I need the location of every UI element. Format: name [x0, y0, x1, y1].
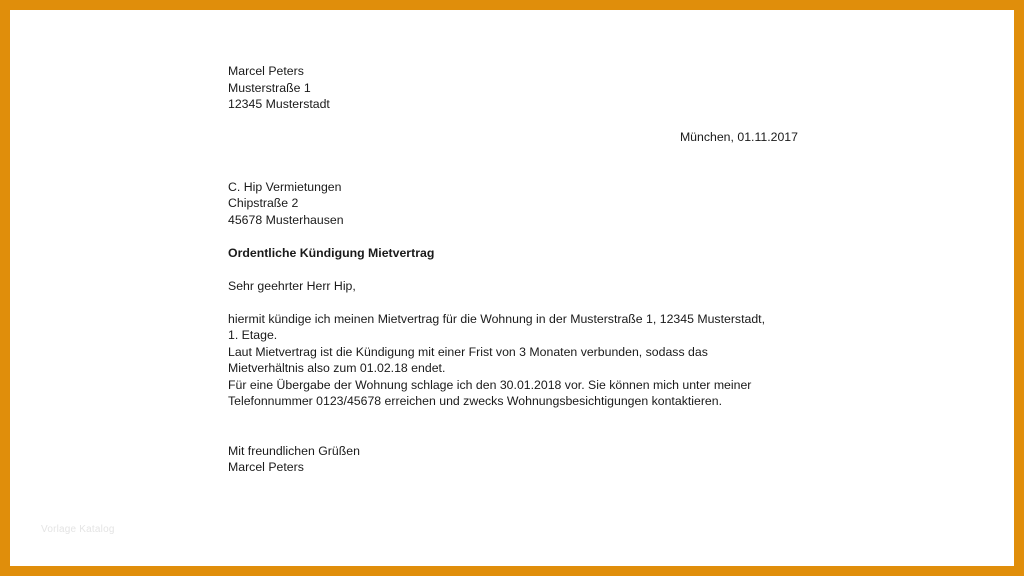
- sender-city: 12345 Musterstadt: [228, 97, 330, 111]
- body-line: Mietverhältnis also zum 01.02.18 endet.: [228, 361, 446, 375]
- recipient-address: [228, 179, 798, 229]
- place-date: München, 01.11.2017: [679, 130, 798, 144]
- letter-body: [228, 311, 798, 410]
- subject-line: Ordentliche Kündigung Mietvertrag: [228, 245, 435, 260]
- body-line: 1. Etage.: [228, 328, 278, 342]
- recipient-company: C. Hip Vermietungen: [228, 179, 342, 194]
- body-line: Telefonnummer 0123/45678 erreichen und zwecks Wohnungsbesichtigungen kontaktieren.: [228, 394, 723, 408]
- body-line: hiermit kündige ich meinen Mietvertrag für die Wohnung in der Musterstraße 1, 12345 Musterstadt,: [228, 311, 765, 326]
- recipient-street: Chipstraße 2: [228, 196, 299, 210]
- body-line: Für eine Übergabe der Wohnung schlage ich den 30.01.2018 vor. Sie können mich unter meiner: [228, 377, 752, 392]
- signature: Marcel Peters: [228, 460, 304, 474]
- sender-street: Musterstraße 1: [228, 80, 311, 95]
- letter-document: [228, 63, 798, 476]
- salutation: Sehr geehrter Herr Hip,: [228, 278, 356, 293]
- recipient-city: 45678 Musterhausen: [228, 212, 344, 227]
- watermark: Vorlage Katalog: [41, 524, 115, 535]
- page-frame: [10, 10, 1014, 566]
- closing: Mit freundlichen Grüßen: [228, 443, 360, 458]
- body-line: Laut Mietvertrag ist die Kündigung mit einer Frist von 3 Monaten verbunden, sodass das: [228, 344, 708, 359]
- sender-address: [228, 63, 798, 113]
- sender-name: Marcel Peters: [228, 64, 304, 78]
